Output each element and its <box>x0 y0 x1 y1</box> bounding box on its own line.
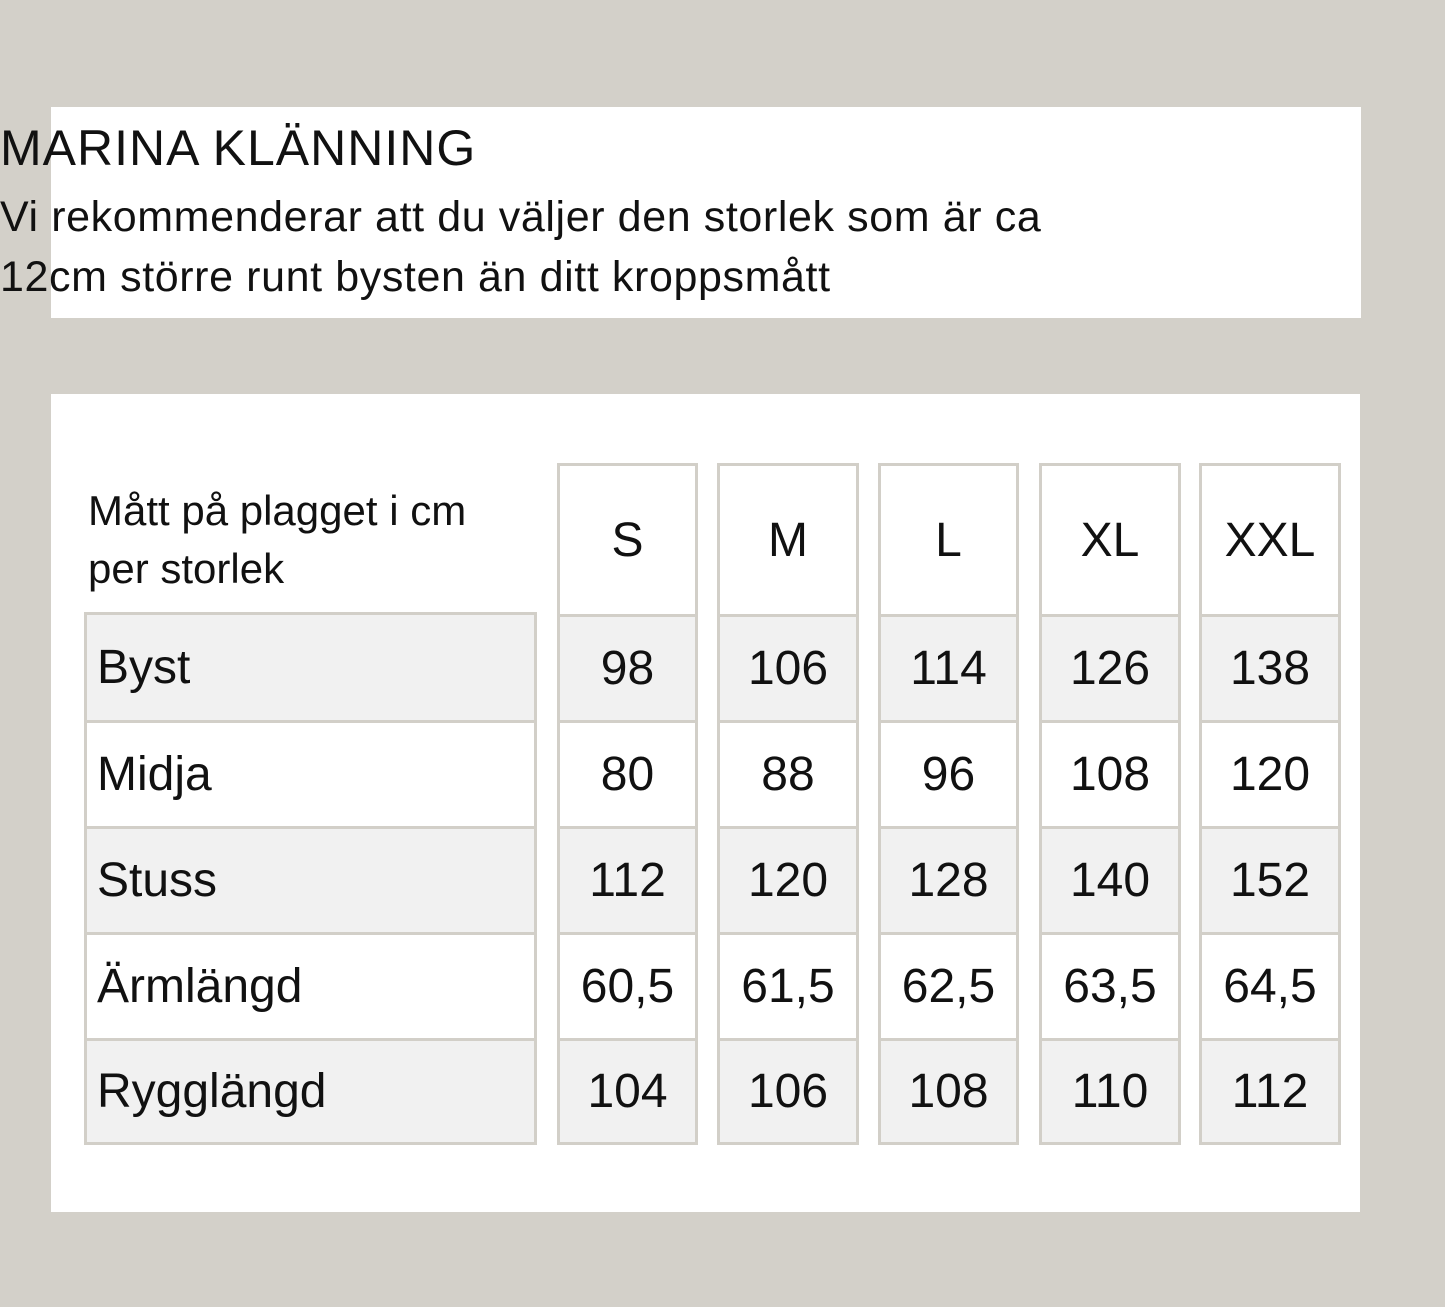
cell-back-l: 108 <box>881 1038 1016 1142</box>
cell-waist-s: 80 <box>560 720 695 826</box>
product-title: MARINA KLÄNNING <box>0 120 477 176</box>
cell-back-m: 106 <box>720 1038 856 1142</box>
recommendation-line-1: Vi rekommenderar att du väljer den storlek som är ca <box>0 193 1042 241</box>
cell-bust-s: 98 <box>560 614 695 720</box>
size-header-m: M <box>768 513 808 567</box>
cell-hip-s: 112 <box>560 826 695 932</box>
size-header-xxl: XXL <box>1224 513 1316 567</box>
cell-bust-l: 114 <box>881 614 1016 720</box>
cell-hip-xxl: 152 <box>1202 826 1338 932</box>
row-label-waist: Midja <box>87 720 534 826</box>
cell-waist-m: 88 <box>720 720 856 826</box>
size-column-s <box>557 463 698 1145</box>
measurement-label-column <box>84 612 537 1145</box>
table-caption: Mått på plagget i cm per storlek <box>88 487 467 592</box>
cell-bust-xl: 126 <box>1042 614 1178 720</box>
size-header-s: S <box>611 513 644 567</box>
size-header-l: L <box>935 513 962 567</box>
cell-sleeve-xxl: 64,5 <box>1202 932 1338 1038</box>
cell-back-xxl: 112 <box>1202 1038 1338 1142</box>
size-header-xl: XL <box>1080 513 1140 567</box>
cell-hip-m: 120 <box>720 826 856 932</box>
row-label-back-length: Rygglängd <box>87 1038 534 1142</box>
recommendation-line-2: 12cm större runt bysten än ditt kroppsmått <box>0 253 831 301</box>
cell-sleeve-xl: 63,5 <box>1042 932 1178 1038</box>
row-label-hip: Stuss <box>87 826 534 932</box>
cell-bust-xxl: 138 <box>1202 614 1338 720</box>
size-column-xl <box>1039 463 1181 1145</box>
size-column-m <box>717 463 859 1145</box>
cell-back-s: 104 <box>560 1038 695 1142</box>
row-label-sleeve-length: Ärmlängd <box>87 932 534 1038</box>
cell-sleeve-l: 62,5 <box>881 932 1016 1038</box>
size-column-xxl <box>1199 463 1341 1145</box>
cell-hip-xl: 140 <box>1042 826 1178 932</box>
cell-sleeve-s: 60,5 <box>560 932 695 1038</box>
cell-bust-m: 106 <box>720 614 856 720</box>
cell-hip-l: 128 <box>881 826 1016 932</box>
cell-waist-xxl: 120 <box>1202 720 1338 826</box>
cell-waist-l: 96 <box>881 720 1016 826</box>
cell-sleeve-m: 61,5 <box>720 932 856 1038</box>
row-label-bust: Byst <box>87 615 534 720</box>
cell-back-xl: 110 <box>1042 1038 1178 1142</box>
cell-waist-xl: 108 <box>1042 720 1178 826</box>
size-column-l <box>878 463 1019 1145</box>
